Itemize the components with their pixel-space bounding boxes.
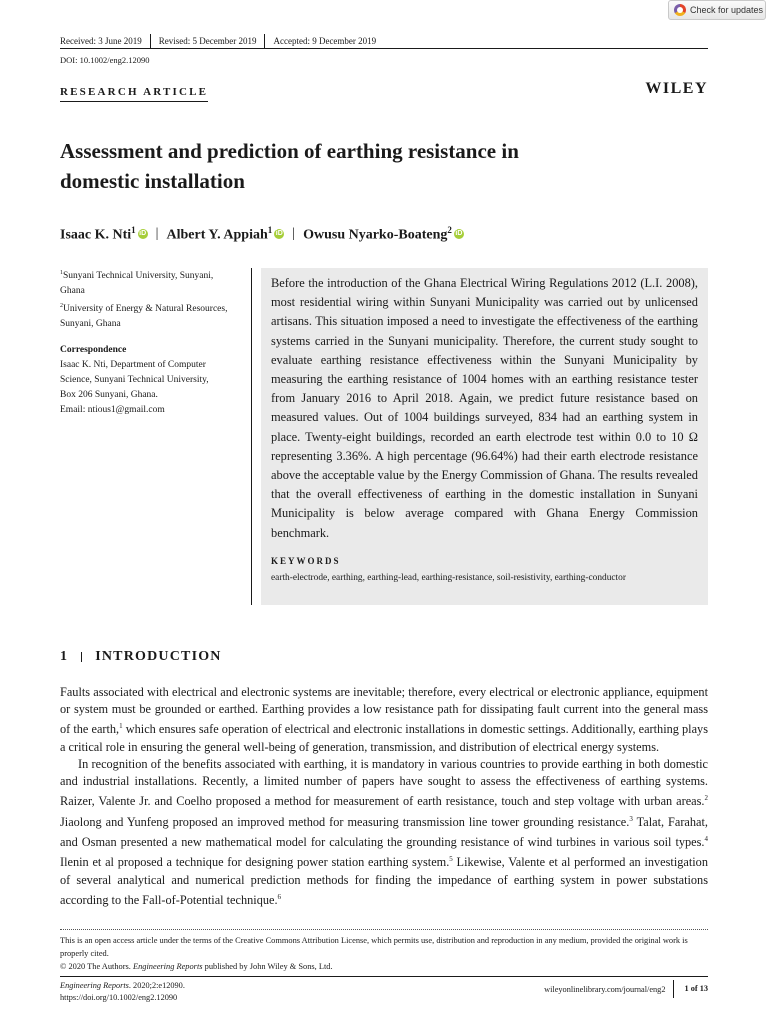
correspondence: Correspondence Isaac K. Nti, Department of Computer Science, Sunyani Technical University, Box 206 Sunyani, Ghana. Email: ntious1@gmail.com [60,343,235,418]
reference-link[interactable]: 1 [119,722,123,731]
publisher-logo: WILEY [645,80,708,97]
journal-name: Engineering Reports [60,981,129,990]
section-number: 1 [60,649,69,664]
keywords-list: earth-electrode, earthing, earthing-lead, earthing-resistance, soil-resistivity, earthing-conductor [271,572,626,583]
crossmark-icon [674,4,686,16]
footer-rule [60,976,708,977]
correspondence-heading: Correspondence [60,345,127,355]
correspondence-email[interactable]: Email: ntious1@gmail.com [60,405,165,415]
copyright-line: © 2020 The Authors. Engineering Reports published by John Wiley & Sons, Ltd. [60,962,333,971]
journal-site-link[interactable]: wileyonlinelibrary.com/journal/eng2 [544,984,666,994]
abstract-text: Before the introduction of the Ghana Electrical Wiring Regulations 2012 (L.I. 2008), most residential wiring within Sunyani Municipality was carried out by unlicensed artisans. This situation imposed a need to investigate the effectiveness of the earthing systems carried in the Sunyani municipality. Therefore, the current study sought to evaluate earthing resistance effectiveness within the Sunyani Municipality by measuring the earthing resistance of 1004 homes with an earthing resistance tester from January 2016 to April 2018. Again, we predict future resistance based on measured values. Out of 1004 buildings surveyed, 834 had an earthing system in place. Twenty-eight buildings, recorded an earth electrode test within 0.0 to 10 Ω representing 3.36%. A high percentage (96.64%) had their earth electrode resistance above the acceptable value by the Energy Commission of Ghana. The results revealed that the overall effectiveness of earthing in the domestic installation in Sunyani Municipality is below average compared with Ghana Energy Commission benchmark. [271,276,698,540]
section-title: INTRODUCTION [95,649,222,664]
introduction-body [60,684,708,909]
author-name[interactable]: Isaac K. Nti$^1$ [60,225,136,243]
license-text: This is an open access article under the terms of the Creative Commons Attribution License, which permits use, distribution and reproduction in any medium, provided the original work is properly cited. [60,936,688,958]
title-line-1: Assessment and prediction of earthing resistance in [60,139,519,163]
reference-link[interactable]: 3 [629,814,633,823]
reference-link[interactable]: 6 [277,892,282,901]
affiliation: $^1$Sunyani Technical University, Sunyani, Ghana [60,270,214,297]
footer-doi-link[interactable]: https://doi.org/10.1002/eng2.12090 [60,993,178,1002]
footer-citation: Engineering Reports. 2020;2:e12090. https://doi.org/10.1002/eng2.12090 [60,981,185,1002]
license-notice [60,934,708,973]
paragraph: Faults associated with electrical and electronic systems are inevitable; therefore, every electrical or electronic appliance, equipment or system must be grounded or earthed. Earthing provides a low resistance path for dissipating fault current into the general mass of the earth,$^1$ which ensures safe operation of electrical and electronic installations in domestic settings. Additionally, earthing plays a critical role in ensuring the general well-being of generation, transmission, and distribution of electrical energy systems. [60,685,708,754]
footnote-divider [60,929,708,930]
paragraph: In recognition of the benefits associated with earthing, it is mandatory in various countries to provide earthing in both domestic and industrial installations. Recently, a limited number of papers have sought to assess the effectiveness of earthing systems. Raizer, Valente Jr. and Coelho proposed a method for measurement of earth resistance, touch and step voltage with urban areas.$^2$ Jiaolong and Yunfeng proposed an improved method for measuring transmission line tower grounding resistance.$^3$ Talat, Farahat, and Osman presented a new mathematical model for calculating the grounding resistance of wind turbines in various soil types.$^4$ Ilenin et al proposed a technique for designing power station earthing system.$^5$ Likewise, Valente et al performed an investigation of several analytical and numerical prediction methods for finding the impedance of earthing system in power substations according to the Fall-of-Potential technique.$^6$ [60,756,708,907]
article-title [60,136,700,196]
accepted-date: Accepted: 9 December 2019 [264,34,384,49]
title-line-2: domestic installation [60,169,245,193]
article-history [60,34,384,49]
orcid-icon[interactable]: iD [139,230,147,238]
reference-link[interactable]: 2 [704,794,708,803]
author-list [60,225,464,244]
revised-date: Revised: 5 December 2019 [150,34,265,49]
check-for-updates-button[interactable] [668,0,766,20]
footer-right [544,980,708,998]
page-number: 1 of 13 [673,980,708,998]
doi[interactable]: DOI: 10.1002/eng2.12090 [60,55,150,65]
section-separator [81,652,82,662]
received-date: Received: 3 June 2019 [60,36,142,46]
section-heading [60,649,222,665]
header-rule [60,48,708,49]
author-name[interactable]: Owusu Nyarko-Boateng$^2$ [303,225,452,243]
reference-link[interactable]: 4 [704,834,708,843]
reference-link[interactable]: 5 [449,855,453,864]
abstract-box [261,268,708,605]
keywords-heading: KEYWORDS [271,555,341,566]
author-separator: | [155,226,159,242]
orcid-icon[interactable]: iD [455,230,463,238]
orcid-icon[interactable]: iD [275,230,283,238]
abstract-divider [251,268,252,605]
check-for-updates-label: Check for updates [690,5,764,15]
author-name[interactable]: Albert Y. Appiah$^1$ [166,225,273,243]
affiliation: $^2$University of Energy & Natural Resources, Sunyani, Ghana [60,303,228,330]
article-type: RESEARCH ARTICLE [60,86,208,102]
author-separator: | [292,226,296,242]
